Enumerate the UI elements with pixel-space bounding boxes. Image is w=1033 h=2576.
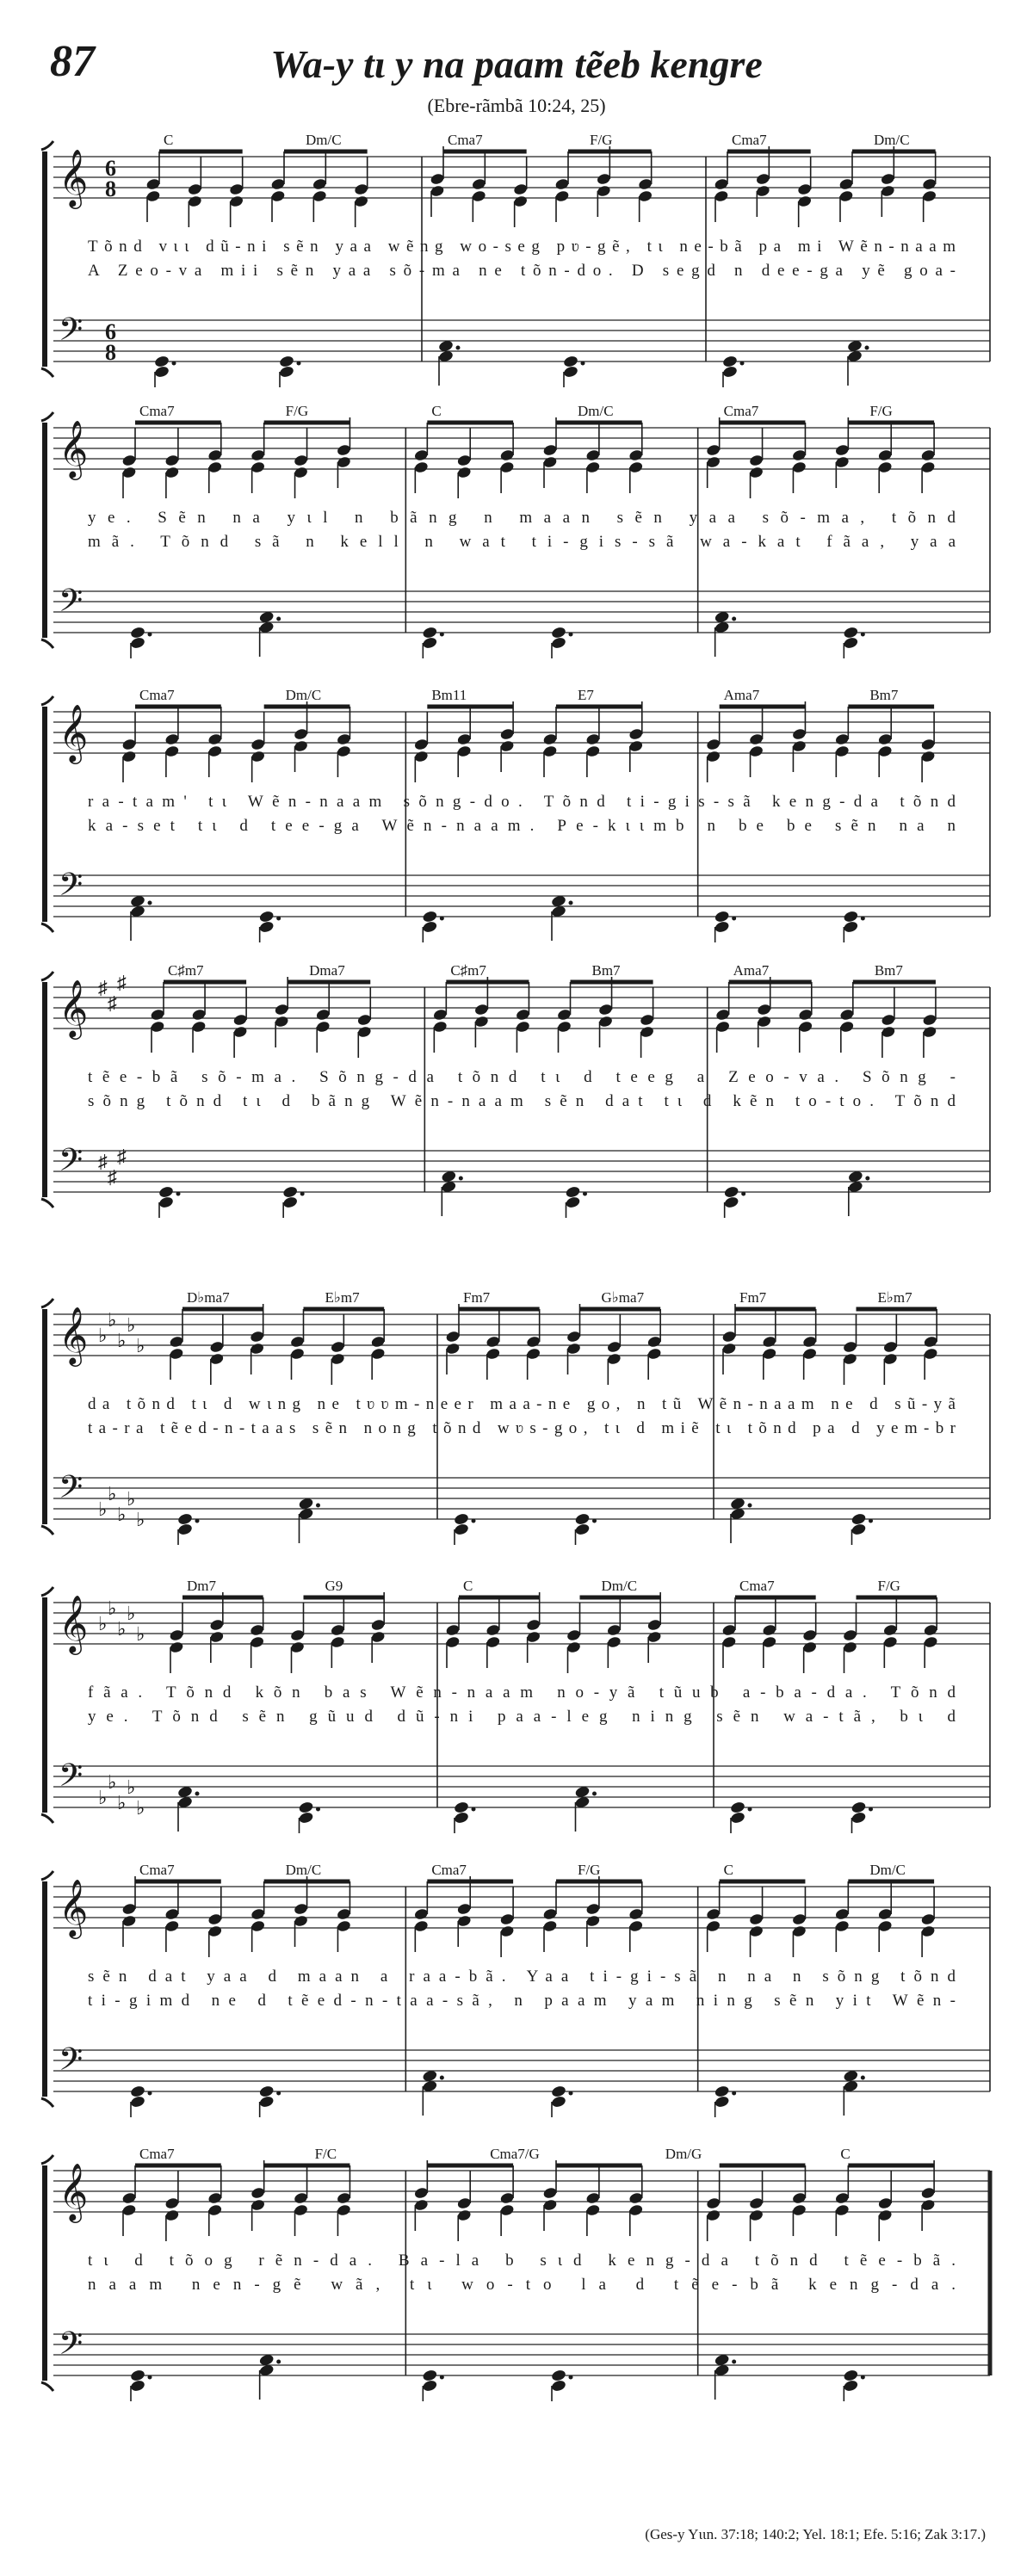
augmentation-dot: [740, 361, 745, 366]
lyrics-verse-2: naam nen-gẽ wã, tɩ wo-to la d tẽe-bã keng-da.: [88, 2276, 956, 2294]
bass-clef: 𝄢: [59, 2326, 84, 2369]
chord-symbol: Fm7: [739, 1289, 767, 1306]
augmentation-dot: [865, 1177, 869, 1181]
bass-note-head: [298, 1801, 314, 1814]
chord-symbol: Dm/G: [665, 2146, 702, 2162]
chord-symbol: Bm7: [591, 962, 621, 979]
key-signature-accidental: ♯: [117, 1146, 127, 1167]
chord-symbol: Cma7/G: [490, 2146, 540, 2162]
key-signature-accidental: ♭: [108, 1309, 117, 1331]
chord-symbol: Dm/C: [285, 687, 322, 703]
bass-note-head: [722, 365, 739, 379]
key-signature-accidental: ♯: [117, 972, 127, 993]
lyrics-verse-1: ye. Sẽn na yɩl n bãng n maan sẽn yaa sõ-ma, tõnd: [88, 509, 956, 527]
hymn-number: 87: [50, 37, 95, 86]
augmentation-dot: [440, 2076, 444, 2080]
augmentation-dot: [172, 361, 176, 366]
key-signature-accidental: ♯: [98, 1151, 108, 1172]
lyrics-verse-2: mã. Tõnd sã n kell n wat ti-gis-sã wa-kat fãa, yaa: [88, 533, 956, 551]
key-signature-accidental: ♭: [117, 1504, 127, 1525]
augmentation-dot: [569, 2091, 573, 2096]
augmentation-dot: [300, 1192, 305, 1196]
bass-note-head: [851, 1523, 867, 1536]
augmentation-dot: [297, 361, 301, 366]
music-system: [0, 1575, 1033, 1837]
staff-system: [0, 2143, 1033, 2401]
bass-note-head: [422, 910, 438, 924]
bass-note-head: [258, 2085, 275, 2098]
bass-note-head: [563, 365, 579, 379]
bass-note-head: [177, 1512, 194, 1526]
bass-note-head: [454, 1512, 470, 1526]
staff-system: [0, 1859, 1033, 2117]
chord-symbol: G♭ma7: [601, 1289, 645, 1306]
chord-symbol: Cma7: [431, 1862, 467, 1878]
music-system: [0, 2143, 1033, 2405]
augmentation-dot: [861, 2375, 865, 2380]
chord-symbol: F/C: [314, 2146, 337, 2162]
bass-note-head: [551, 2369, 567, 2382]
chord-symbol: Dm/C: [601, 1578, 638, 1594]
augmentation-dot: [472, 1807, 476, 1812]
bass-note-head: [130, 2379, 146, 2393]
treble-clef: 𝄞: [59, 2164, 89, 2220]
bass-note-head: [282, 1185, 299, 1199]
lyrics-verse-1: sẽn dat yaa d maan a raa-bã. Yaa ti-gi-sã n na n sõng tõnd: [88, 1968, 956, 1986]
bass-clef: 𝄢: [59, 2042, 84, 2085]
augmentation-dot: [440, 917, 444, 921]
bass-note-head: [843, 2369, 859, 2382]
time-signature-top: 6: [105, 156, 116, 181]
augmentation-dot: [748, 1807, 752, 1812]
bass-note-head: [843, 626, 859, 639]
lyrics-verse-1: Tõnd vɩɩ dũ-ni sẽn yaa wẽng wo-seg pʋ-gẽ, tɩ ne-bã pa mi Wẽn-naam: [88, 238, 956, 256]
treble-clef: 𝄞: [59, 705, 89, 761]
chord-symbol: Dma7: [309, 962, 345, 979]
augmentation-dot: [472, 1519, 476, 1523]
time-signature-bottom: 8: [105, 176, 116, 201]
bass-note-head: [130, 2085, 146, 2098]
key-signature-accidental: ♯: [108, 992, 117, 1014]
bass-clef: 𝄢: [59, 868, 84, 910]
chord-symbol: F/G: [578, 1862, 601, 1878]
augmentation-dot: [732, 917, 736, 921]
lyrics-verse-1: da tõnd tɩ d wɩng ne tʋʋm-neer maa-ne go, n tũ Wẽn-naam ne d sũ-yã: [88, 1395, 956, 1413]
augmentation-dot: [276, 2360, 281, 2364]
bass-note-head: [565, 1185, 581, 1199]
bass-note-head: [298, 1811, 314, 1825]
chord-symbol: Cma7: [139, 1862, 175, 1878]
lyrics-verse-2: sõng tõnd tɩ d bãng Wẽn-naam sẽn dat tɩ d kẽn to-to. Tõnd: [87, 1092, 956, 1110]
chord-symbol: Cma7: [723, 403, 759, 419]
music-system: [0, 400, 1033, 662]
key-signature-accidental: ♭: [108, 1483, 117, 1504]
key-signature-accidental: ♭: [136, 1797, 145, 1819]
augmentation-dot: [316, 1504, 320, 1508]
music-system: [0, 129, 1033, 391]
bass-note-head: [843, 636, 859, 650]
chord-symbol: Fm7: [463, 1289, 491, 1306]
chord-symbol: F/G: [285, 403, 309, 419]
key-signature-accidental: ♭: [108, 1597, 117, 1619]
chord-symbol: Cma7: [139, 2146, 175, 2162]
chord-symbol: Dm7: [187, 1578, 216, 1594]
key-signature-accidental: ♭: [117, 1330, 127, 1351]
key-signature-accidental: ♭: [98, 1498, 108, 1520]
bass-note-head: [723, 1195, 739, 1209]
augmentation-dot: [148, 2091, 152, 2096]
music-system: [0, 1859, 1033, 2121]
chord-symbol: Bm11: [431, 687, 467, 703]
staff-system: [0, 1575, 1033, 1833]
bass-clef: 𝄢: [59, 584, 84, 626]
augmentation-dot: [176, 1192, 181, 1196]
bass-note-head: [551, 2095, 567, 2109]
chord-symbol: Dm/C: [874, 132, 910, 148]
bass-note-head: [130, 2095, 146, 2109]
bass-note-head: [714, 2095, 730, 2109]
staff-system: [0, 684, 1033, 942]
bass-note-head: [730, 1811, 746, 1825]
key-signature-accidental: ♭: [98, 1787, 108, 1808]
augmentation-dot: [148, 633, 152, 637]
augmentation-dot: [861, 917, 865, 921]
augmentation-dot: [732, 617, 736, 621]
staff-system: [0, 1287, 1033, 1545]
bass-note-head: [574, 1512, 591, 1526]
chord-symbol: Ama7: [733, 962, 770, 979]
bass-note-head: [258, 2095, 275, 2109]
lyrics-verse-2: ta-ra tẽed-n-taas sẽn nong tõnd wʋs-go, tɩ d miẽ tɩ tõnd pa d yem-br: [87, 1419, 956, 1437]
chord-symbol: G9: [325, 1578, 343, 1594]
key-signature-accidental: ♭: [117, 1618, 127, 1640]
chord-symbol: Cma7: [448, 132, 483, 148]
lyrics-verse-1: ra-tam' tɩ Wẽn-naam sõng-do. Tõnd ti-gis-sã keng-da tõnd: [88, 793, 956, 811]
bass-note-head: [154, 355, 170, 368]
key-signature-accidental: ♯: [108, 1166, 117, 1188]
treble-clef: 𝄞: [59, 980, 89, 1036]
bass-note-head: [422, 626, 438, 639]
chord-symbol: D♭ma7: [187, 1289, 230, 1306]
bass-clef: 𝄢: [59, 1143, 84, 1185]
key-signature-accidental: ♭: [136, 1509, 145, 1530]
bass-note-head: [551, 2085, 567, 2098]
bass-note-head: [851, 1801, 867, 1814]
augmentation-dot: [456, 346, 461, 350]
key-signature-accidental: ♭: [136, 1335, 145, 1356]
bass-note-head: [158, 1195, 175, 1209]
chord-symbol: Dm/C: [578, 403, 614, 419]
bass-note-head: [279, 365, 295, 379]
staff-system: [0, 960, 1033, 1218]
augmentation-dot: [440, 2375, 444, 2380]
augmentation-dot: [276, 917, 281, 921]
bass-note-head: [843, 2379, 859, 2393]
bass-note-head: [258, 920, 275, 934]
bass-note-head: [563, 355, 579, 368]
chord-symbol: C: [431, 403, 442, 419]
bass-note-head: [158, 1185, 175, 1199]
augmentation-dot: [865, 346, 869, 350]
treble-clef: 𝄞: [59, 150, 89, 206]
chord-symbol: C: [723, 1862, 734, 1878]
bass-note-head: [454, 1523, 470, 1536]
key-signature-accidental: ♭: [127, 1603, 136, 1624]
bass-note-head: [454, 1801, 470, 1814]
treble-clef: 𝄞: [59, 1596, 89, 1652]
chord-symbol: C: [840, 2146, 851, 2162]
key-signature-accidental: ♭: [117, 1792, 127, 1813]
augmentation-dot: [316, 1807, 320, 1812]
augmentation-dot: [869, 1807, 873, 1812]
bass-clef: 𝄢: [59, 1470, 84, 1512]
treble-clef: 𝄞: [59, 1880, 89, 1936]
key-signature-accidental: ♭: [98, 1613, 108, 1634]
augmentation-dot: [748, 1504, 752, 1508]
augmentation-dot: [869, 1519, 873, 1523]
staff-system: [0, 129, 1033, 387]
bass-note-head: [422, 2379, 438, 2393]
augmentation-dot: [592, 1519, 597, 1523]
music-system: [0, 1287, 1033, 1548]
time-signature-top: 6: [105, 319, 116, 344]
key-signature-accidental: ♭: [127, 1776, 136, 1798]
time-signature-bottom: 8: [105, 340, 116, 365]
bass-note-head: [177, 1523, 194, 1536]
augmentation-dot: [569, 633, 573, 637]
hymn-title: Wa-y tɩ y na paam tẽeb kengre: [270, 42, 763, 86]
augmentation-dot: [195, 1519, 200, 1523]
chord-symbol: C♯m7: [168, 962, 204, 979]
chord-symbol: Cma7: [739, 1578, 775, 1594]
bass-note-head: [714, 2085, 730, 2098]
bass-note-head: [851, 1512, 867, 1526]
footer-references: (Ges-y Yɩɩn. 37:18; 140:2; Yel. 18:1; Efe. 5:16; Zak 3:17.): [645, 2526, 986, 2542]
augmentation-dot: [459, 1177, 463, 1181]
lyrics-verse-2: ka-set tɩ d tee-ga Wẽn-naam. Pe-kɩɩmb n be be sẽn na n: [87, 817, 956, 835]
bass-note-head: [422, 636, 438, 650]
bass-note-head: [422, 2369, 438, 2382]
augmentation-dot: [148, 2375, 152, 2380]
chord-symbol: E7: [578, 687, 594, 703]
lyrics-verse-1: fãa. Tõnd kõn bas Wẽn-naam no-yã tũub a-ba-da. Tõnd: [88, 1683, 956, 1702]
key-signature-accidental: ♭: [108, 1771, 117, 1793]
bass-note-head: [851, 1811, 867, 1825]
lyrics-verse-2: ye. Tõnd sẽn gũud dũ-ni paa-leg ning sẽn wa-tã, bɩ d: [87, 1708, 956, 1726]
key-signature-accidental: ♭: [98, 1325, 108, 1346]
scripture-reference: (Ebre-rãmbã 10:24, 25): [427, 95, 606, 116]
augmentation-dot: [583, 1192, 587, 1196]
bass-note-head: [130, 636, 146, 650]
augmentation-dot: [148, 901, 152, 905]
chord-symbol: C♯m7: [450, 962, 486, 979]
bass-note-head: [714, 920, 730, 934]
key-signature-accidental: ♭: [127, 1314, 136, 1336]
bass-note-head: [730, 1801, 746, 1814]
bass-note-head: [422, 920, 438, 934]
lyrics-verse-1: tẽe-bã sõ-ma. Sõng-da tõnd tɩ d teeg a Zeo-va. Sõng -: [88, 1068, 956, 1086]
bass-note-head: [551, 2379, 567, 2393]
augmentation-dot: [741, 1192, 745, 1196]
lyrics-verse-2: A Zeo-va mii sẽn yaa sõ-ma ne tõn-do. D segd n dee-ga yẽ goa-: [88, 262, 956, 280]
augmentation-dot: [276, 2091, 281, 2096]
augmentation-dot: [732, 2360, 736, 2364]
chord-symbol: E♭m7: [877, 1289, 912, 1306]
bass-note-head: [279, 355, 295, 368]
lyrics-verse-1: tɩ d tõog rẽn-da. Ba-la b sɩd keng-da tõnd tẽe-bã.: [87, 2252, 956, 2270]
key-signature-accidental: ♭: [136, 1623, 145, 1645]
bass-note-head: [130, 2369, 146, 2382]
augmentation-dot: [581, 361, 585, 366]
bass-note-head: [130, 626, 146, 639]
chord-symbol: Cma7: [139, 687, 175, 703]
chord-symbol: E♭m7: [325, 1289, 360, 1306]
augmentation-dot: [861, 633, 865, 637]
chord-symbol: Dm/C: [285, 1862, 322, 1878]
treble-clef: 𝄞: [59, 1307, 89, 1363]
chord-symbol: Ama7: [723, 687, 760, 703]
chord-symbol: Bm7: [874, 962, 903, 979]
chord-symbol: Cma7: [732, 132, 767, 148]
key-signature-accidental: ♯: [98, 977, 108, 998]
bass-note-head: [154, 365, 170, 379]
bass-note-head: [843, 920, 859, 934]
chord-symbol: C: [164, 132, 174, 148]
augmentation-dot: [861, 2076, 865, 2080]
chord-symbol: C: [463, 1578, 473, 1594]
staff-system: [0, 400, 1033, 658]
augmentation-dot: [195, 1792, 200, 1796]
bass-note-head: [258, 910, 275, 924]
chord-symbol: Dm/C: [306, 132, 342, 148]
chord-symbol: F/G: [877, 1578, 900, 1594]
chord-symbol: Cma7: [139, 403, 175, 419]
bass-note-head: [551, 626, 567, 639]
chord-symbol: F/G: [869, 403, 893, 419]
bass-clef: 𝄢: [59, 312, 84, 355]
music-system: [0, 684, 1033, 946]
key-signature-accidental: ♭: [127, 1488, 136, 1510]
augmentation-dot: [440, 633, 444, 637]
treble-clef: 𝄞: [59, 421, 89, 477]
music-system: [0, 960, 1033, 1221]
chord-symbol: F/G: [590, 132, 613, 148]
bass-note-head: [843, 910, 859, 924]
augmentation-dot: [569, 2375, 573, 2380]
augmentation-dot: [732, 2091, 736, 2096]
bass-note-head: [714, 910, 730, 924]
bass-note-head: [723, 1185, 739, 1199]
bass-note-head: [565, 1195, 581, 1209]
bass-note-head: [574, 1523, 591, 1536]
bass-note-head: [282, 1195, 299, 1209]
bass-note-head: [551, 636, 567, 650]
chord-symbol: Dm/C: [869, 1862, 906, 1878]
bass-note-head: [454, 1811, 470, 1825]
augmentation-dot: [569, 901, 573, 905]
augmentation-dot: [592, 1792, 597, 1796]
lyrics-verse-2: ti-gimd ne d tẽed-n-taa-sã, n paam yam ning sẽn yit Wẽn-: [88, 1992, 956, 2010]
augmentation-dot: [276, 617, 281, 621]
chord-symbol: Bm7: [869, 687, 899, 703]
bass-clef: 𝄢: [59, 1758, 84, 1801]
bass-note-head: [722, 355, 739, 368]
